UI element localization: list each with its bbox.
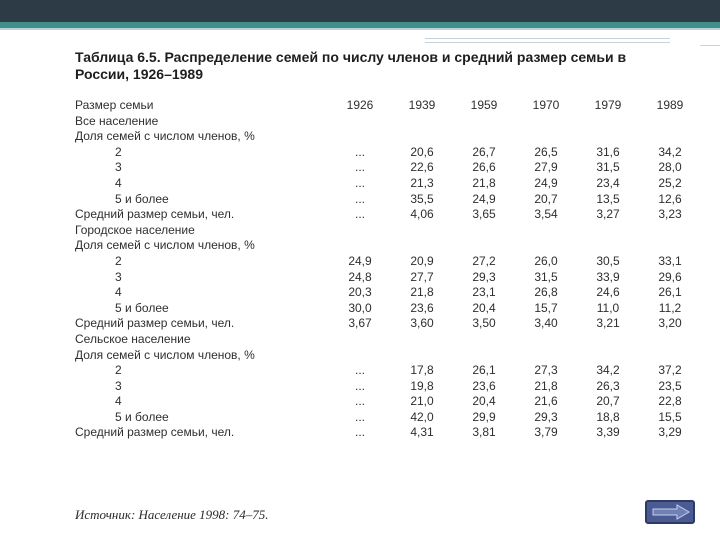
section-subheading-row xyxy=(75,129,701,145)
table-cell: 20,9 xyxy=(410,253,434,268)
table-cell: 20,7 xyxy=(534,191,558,206)
table-cell: 20,6 xyxy=(410,144,434,159)
table-cell: 23,6 xyxy=(472,378,496,393)
table-cell: 33,1 xyxy=(658,253,682,268)
table-cell: ... xyxy=(354,363,365,378)
table-header-row xyxy=(75,98,701,114)
table-cell: 15,5 xyxy=(658,409,682,424)
average-size-row xyxy=(75,316,701,332)
table-cell: 19,8 xyxy=(410,378,434,393)
table-cell: 11,0 xyxy=(596,300,620,315)
table-cell: 3,67 xyxy=(348,316,372,331)
table-title: Таблица 6.5. Распределение семей по числу членов и средний размер семьи в России, 1926–1989 xyxy=(75,49,627,82)
table-cell: 26,6 xyxy=(472,160,496,175)
table-cell: ... xyxy=(354,207,365,222)
table-cell: 29,3 xyxy=(472,269,496,284)
row-label: 4 xyxy=(115,394,122,409)
row-label: 3 xyxy=(115,378,122,393)
row-label: 2 xyxy=(115,144,122,159)
slide-thin-stripe xyxy=(0,28,720,30)
table-cell: 30,0 xyxy=(348,300,372,315)
table-cell: 4,31 xyxy=(410,425,434,440)
table-cell: 22,8 xyxy=(658,394,682,409)
table-cell: 3,54 xyxy=(534,207,558,222)
table-cell: 34,2 xyxy=(596,363,620,378)
decorative-line xyxy=(700,45,720,46)
decorative-line xyxy=(425,38,670,39)
table-cell: 21,3 xyxy=(410,175,434,190)
table-cell: 21,8 xyxy=(534,378,558,393)
table-cell: ... xyxy=(354,425,365,440)
table-cell: 12,6 xyxy=(658,191,682,206)
row-label: 2 xyxy=(115,363,122,378)
table-cell: 29,6 xyxy=(658,269,682,284)
table-row xyxy=(75,192,701,208)
section-subheading: Доля семей с числом членов, % xyxy=(75,129,255,144)
table-cell: 13,5 xyxy=(596,191,620,206)
row-label: 5 и более xyxy=(115,300,169,315)
row-label: 5 и более xyxy=(115,191,169,206)
source-note: Источник: Население 1998: 74–75. xyxy=(75,507,269,522)
next-slide-button[interactable] xyxy=(645,500,695,524)
section-subheading: Доля семей с числом членов, % xyxy=(75,238,255,253)
table-cell: 23,1 xyxy=(472,285,496,300)
table-cell: 27,7 xyxy=(410,269,434,284)
table-cell: 24,9 xyxy=(472,191,496,206)
section-subheading-row xyxy=(75,238,701,254)
row-label: 4 xyxy=(115,175,122,190)
table-cell: 22,6 xyxy=(410,160,434,175)
table-cell: 26,5 xyxy=(534,144,558,159)
table-cell: 3,21 xyxy=(596,316,620,331)
table-cell: 3,27 xyxy=(596,207,620,222)
table-cell: 27,3 xyxy=(534,363,558,378)
table-cell: 3,65 xyxy=(472,207,496,222)
section-subheading-row xyxy=(75,348,701,364)
header-year: 1939 xyxy=(408,98,436,112)
table-cell: 42,0 xyxy=(410,409,434,424)
table-cell: 24,9 xyxy=(534,175,558,190)
table-cell: 15,7 xyxy=(534,300,558,315)
table-cell: 3,39 xyxy=(596,425,620,440)
table-cell: 29,9 xyxy=(472,409,496,424)
table-cell: 3,23 xyxy=(658,207,682,222)
table-cell: 3,20 xyxy=(658,316,682,331)
table-cell: 23,6 xyxy=(410,300,434,315)
table-row xyxy=(75,254,701,270)
table-cell: 31,6 xyxy=(596,144,620,159)
table-cell: 23,5 xyxy=(658,378,682,393)
section-heading-row xyxy=(75,114,701,130)
section-subheading: Доля семей с числом членов, % xyxy=(75,347,255,362)
table-cell: 18,8 xyxy=(596,409,620,424)
table-cell: ... xyxy=(354,175,365,190)
table-cell: ... xyxy=(354,144,365,159)
header-year: 1970 xyxy=(532,98,560,112)
table-cell: 20,4 xyxy=(472,300,496,315)
table-cell: 28,0 xyxy=(658,160,682,175)
table-cell: 21,0 xyxy=(410,394,434,409)
table-cell: 24,8 xyxy=(348,269,372,284)
table-row xyxy=(75,363,701,379)
table-cell: 3,60 xyxy=(410,316,434,331)
table-cell: 35,5 xyxy=(410,191,434,206)
table-cell: 23,4 xyxy=(596,175,620,190)
table-cell: 30,5 xyxy=(596,253,620,268)
table-cell: 29,3 xyxy=(534,409,558,424)
table-cell: 20,3 xyxy=(348,285,372,300)
table-cell: 27,9 xyxy=(534,160,558,175)
table-cell: 31,5 xyxy=(534,269,558,284)
decorative-line xyxy=(425,42,670,43)
table-cell: 26,3 xyxy=(596,378,620,393)
table-cell: ... xyxy=(354,378,365,393)
table-row xyxy=(75,176,701,192)
table-cell: ... xyxy=(354,394,365,409)
table-cell: 3,81 xyxy=(472,425,496,440)
header-year: 1989 xyxy=(656,98,684,112)
table-cell: 11,2 xyxy=(658,300,682,315)
average-size-row xyxy=(75,425,701,441)
table-cell: 21,6 xyxy=(534,394,558,409)
section-heading-row xyxy=(75,223,701,239)
table-cell: 3,40 xyxy=(534,316,558,331)
table-row xyxy=(75,394,701,410)
table-row xyxy=(75,270,701,286)
table-cell: ... xyxy=(354,409,365,424)
table-cell: 33,9 xyxy=(596,269,620,284)
slide-top-bar xyxy=(0,0,720,22)
row-label: 5 и более xyxy=(115,409,169,424)
table-cell: 37,2 xyxy=(658,363,682,378)
table-cell: ... xyxy=(354,160,365,175)
row-label: 3 xyxy=(115,269,122,284)
table-cell: 24,9 xyxy=(348,253,372,268)
header-label: Размер семьи xyxy=(75,98,154,112)
table-cell: 3,50 xyxy=(472,316,496,331)
row-label: 2 xyxy=(115,253,122,268)
table-row xyxy=(75,379,701,395)
table-row xyxy=(75,410,701,426)
table-cell: 34,2 xyxy=(658,144,682,159)
section-heading: Все население xyxy=(75,113,159,128)
average-size-row xyxy=(75,207,701,223)
table-cell: 20,4 xyxy=(472,394,496,409)
table-row xyxy=(75,285,701,301)
average-size-label: Средний размер семьи, чел. xyxy=(75,207,235,222)
header-year: 1979 xyxy=(594,98,622,112)
section-heading: Городское население xyxy=(75,222,195,237)
table-row xyxy=(75,160,701,176)
table-cell: 26,8 xyxy=(534,285,558,300)
average-size-label: Средний размер семьи, чел. xyxy=(75,425,235,440)
table-cell: 27,2 xyxy=(472,253,496,268)
table-cell: 26,1 xyxy=(658,285,682,300)
table-cell: 21,8 xyxy=(410,285,434,300)
table-cell: 31,5 xyxy=(596,160,620,175)
table-cell: 21,8 xyxy=(472,175,496,190)
table-cell: 25,2 xyxy=(658,175,682,190)
row-label: 4 xyxy=(115,285,122,300)
table-cell: ... xyxy=(354,191,365,206)
table-row xyxy=(75,301,701,317)
table-cell: 3,29 xyxy=(658,425,682,440)
table-cell: 24,6 xyxy=(596,285,620,300)
table-row xyxy=(75,145,701,161)
table-cell: 26,1 xyxy=(472,363,496,378)
table-cell: 4,06 xyxy=(410,207,434,222)
table-cell: 3,79 xyxy=(534,425,558,440)
table-cell: 17,8 xyxy=(410,363,434,378)
data-table xyxy=(75,98,701,441)
header-year: 1926 xyxy=(346,98,374,112)
header-year: 1959 xyxy=(470,98,498,112)
arrow-right-icon xyxy=(651,504,691,520)
table-cell: 26,7 xyxy=(472,144,496,159)
section-heading: Сельское население xyxy=(75,331,191,346)
average-size-label: Средний размер семьи, чел. xyxy=(75,316,235,331)
row-label: 3 xyxy=(115,160,122,175)
table-cell: 26,0 xyxy=(534,253,558,268)
section-heading-row xyxy=(75,332,701,348)
table-cell: 20,7 xyxy=(596,394,620,409)
